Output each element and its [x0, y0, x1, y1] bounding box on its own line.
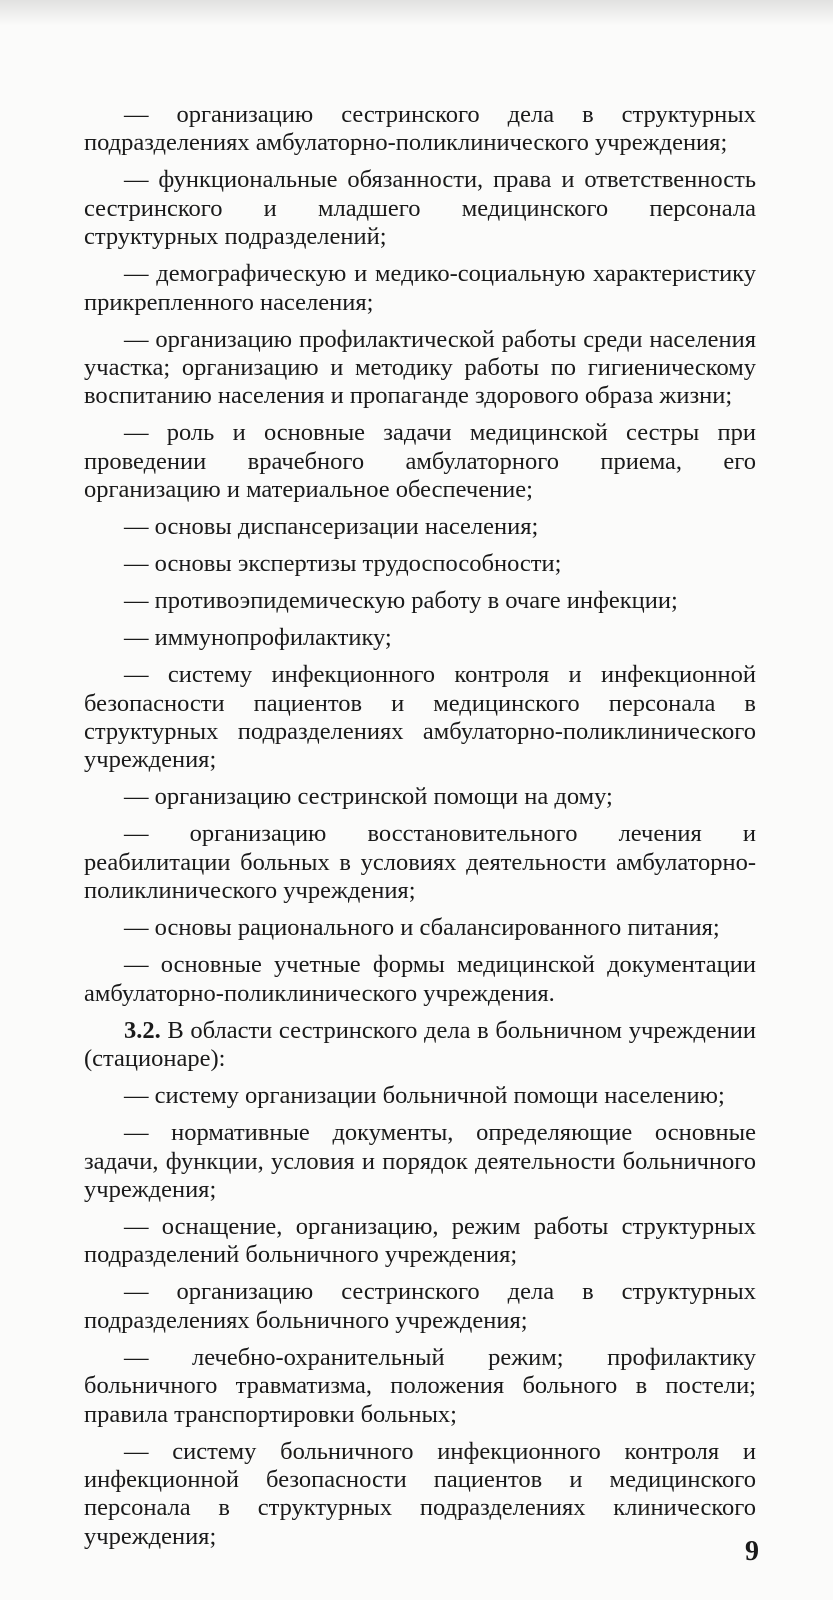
list-item: — иммунопрофилактику; — [124, 624, 392, 652]
list-item: — систему больничного инфекционного контроля и инфекционной безопасности пациентов и медицинского персонала в структурных подразделениях клинического учреждения; — [84, 1437, 756, 1550]
list-item: — основы экспертизы трудоспособности; — [124, 550, 562, 578]
list-item: — систему организации больничной помощи населению; — [124, 1082, 725, 1110]
section-text: В области сестринского дела в больничном учреждении (стационаре): — [84, 1016, 756, 1073]
list-item: — организацию сестринского дела в структурных подразделениях амбулаторно-поликлинического учреждения; — [84, 101, 756, 157]
list-item: — функциональные обязанности, права и ответственность сестринского и младшего медицинского персонала структурных подразделений; — [84, 166, 756, 251]
section-heading — [84, 1017, 756, 1074]
list-item: — основные учетные формы медицинской документации амбулаторно-поликлинического учреждения. — [84, 951, 756, 1007]
body-text — [84, 101, 756, 1560]
list-item: — основы диспансеризации населения; — [124, 513, 539, 541]
list-item: — организацию восстановительного лечения и реабилитации больных в условиях деятельности амбулаторно-поликлинического учреждения; — [84, 820, 756, 905]
list-item: — систему инфекционного контроля и инфекционной безопасности пациентов и медицинского персонала в структурных подразделениях амбулаторно-поликлинического учреждения; — [84, 661, 756, 774]
list-item: — роль и основные задачи медицинской сестры при проведении врачебного амбулаторного приема, его организацию и материальное обеспечение; — [84, 419, 756, 504]
list-item: — оснащение, организацию, режим работы структурных подразделений больничного учреждения; — [84, 1212, 756, 1269]
section-number: 3.2. — [124, 1016, 161, 1044]
list-item: — нормативные документы, определяющие основные задачи, функции, условия и порядок деятельности больничного учреждения; — [84, 1119, 756, 1203]
page-number: 9 — [745, 1536, 759, 1567]
list-item: — организацию профилактической работы среди населения участка; организацию и методику работы по гигиеническому воспитанию населения и пропаганде здорового образа жизни; — [84, 325, 756, 410]
list-item: — организацию сестринского дела в структурных подразделениях больничного учреждения; — [84, 1278, 756, 1334]
list-item: — противоэпидемическую работу в очаге инфекции; — [124, 587, 678, 615]
list-item: — демографическую и медико-социальную характеристику прикрепленного населения; — [84, 260, 756, 316]
list-item: — лечебно-охранительный режим; профилактику больничного травматизма, положения больного в постели; правила транспортировки больных; — [84, 1343, 756, 1428]
list-item: — организацию сестринской помощи на дому; — [124, 783, 613, 811]
scan-edge-shadow — [0, 0, 833, 26]
list-item: — основы рационального и сбалансированного питания; — [124, 914, 720, 942]
